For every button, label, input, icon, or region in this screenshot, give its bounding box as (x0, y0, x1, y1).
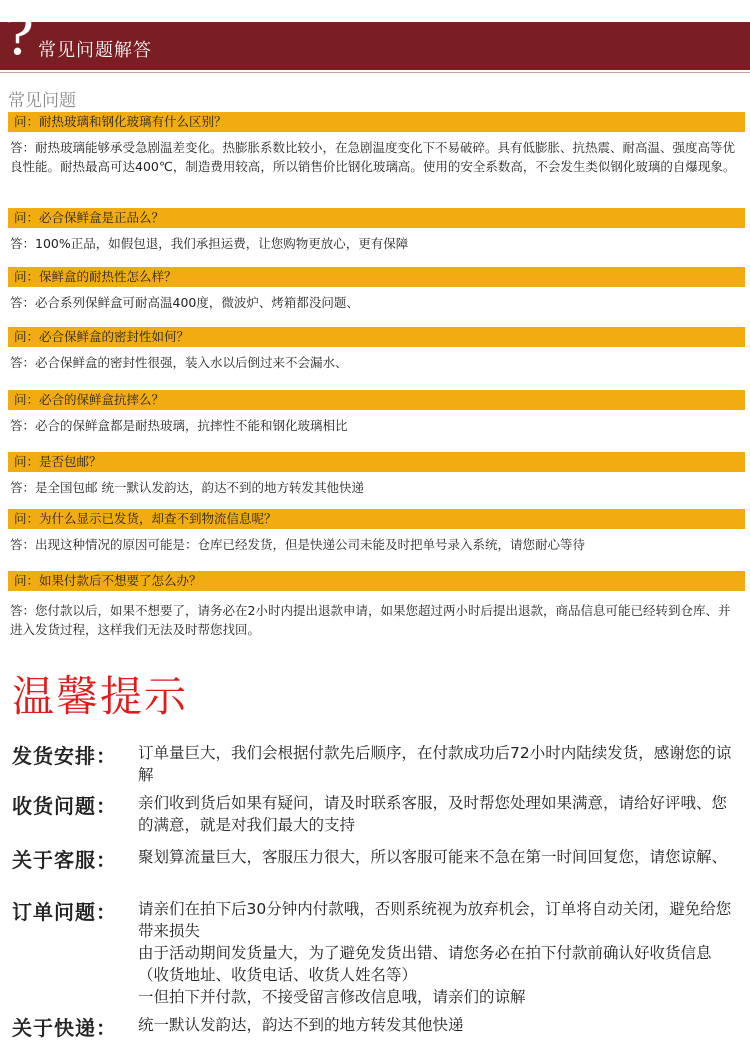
tip-line: 亲们收到货后如果有疑问，请及时联系客服，及时帮您处理如果满意，请给好评哦、您的满意，就是对我们最大的支持 (138, 794, 728, 834)
tip-label: 关于客服： (12, 848, 117, 872)
faq-question: 问：必合保鲜盒是正品么？ (8, 208, 745, 228)
faq-item (0, 452, 750, 497)
tip-label: 收货问题： (12, 794, 117, 818)
faq-question: 问：为什么显示已发货，却查不到物流信息呢？ (8, 509, 745, 529)
faq-answer: 答：是全国包邮 统一默认发韵达，韵达不到的地方转发其他快递 (10, 480, 364, 495)
question-mark-icon: ? (4, 3, 35, 68)
tip-line: 订单量巨大，我们会根据付款先后顺序，在付款成功后72小时内陆续发货，感谢您的谅解 (138, 744, 732, 784)
header-divider (0, 72, 750, 73)
tip-line: 统一默认发韵达，韵达不到的地方转发其他快递 (138, 1016, 464, 1034)
tip-label: 订单问题： (12, 900, 117, 924)
tip-line: 由于活动期间发货量大，为了避免发货出错、请您务必在拍下付款前确认好收货信息（收货地址、收货电话、收货人姓名等） (138, 944, 712, 984)
tip-body (138, 742, 738, 786)
faq-item (0, 267, 750, 312)
faq-header-title: 常见问题解答 (38, 40, 152, 61)
tip-body (138, 792, 738, 836)
tip-line: 请亲们在拍下后30分钟内付款哦，否则系统视为放弃机会，订单将自动关闭，避免给您带来损失 (138, 900, 732, 940)
tips-title: 温馨提示 (12, 672, 189, 721)
tip-label: 发货安排： (12, 744, 117, 768)
faq-subtitle: 常见问题 (8, 91, 76, 111)
faq-item (0, 509, 750, 554)
faq-item (0, 208, 750, 253)
faq-question: 问：必合的保鲜盒抗摔么？ (8, 390, 745, 410)
faq-question: 问：耐热玻璃和钢化玻璃有什么区别？ (8, 112, 745, 132)
faq-question: 问：保鲜盒的耐热性怎么样？ (8, 267, 745, 287)
tip-body (138, 898, 738, 1008)
faq-header (0, 3, 750, 70)
faq-answer: 答：必合系列保鲜盒可耐高温400度，微波炉、烤箱都没问题、 (10, 295, 359, 310)
tip-line: 聚划算流量巨大，客服压力很大，所以客服可能来不急在第一时间回复您，请您谅解、 (138, 848, 728, 866)
faq-question: 问：如果付款后不想要了怎么办？ (8, 571, 745, 591)
tip-line: 一但拍下并付款，不接受留言修改信息哦，请亲们的谅解 (138, 988, 526, 1006)
faq-answer: 答：出现这种情况的原因可能是：仓库已经发货，但是快递公司未能及时把单号录入系统，请您耐心等待 (10, 537, 586, 552)
faq-answer: 答：100%正品，如假包退，我们承担运费，让您购物更放心，更有保障 (10, 236, 409, 251)
tip-body (138, 846, 738, 868)
faq-question: 问：是否包邮？ (8, 452, 745, 472)
faq-answer: 答：您付款以后，如果不想要了，请务必在2小时内提出退款申请，如果您超过两小时后提出退款，商品信息可能已经转到仓库、并进入发货过程，这样我们无法及时帮您找回。 (10, 603, 731, 637)
faq-item (0, 571, 750, 639)
tip-label: 关于快递： (12, 1016, 117, 1040)
faq-answer: 答：必合保鲜盒的密封性很强，装入水以后倒过来不会漏水、 (10, 355, 348, 370)
faq-answer: 答：必合的保鲜盒都是耐热玻璃，抗摔性不能和钢化玻璃相比 (10, 418, 348, 433)
faq-item (0, 327, 750, 372)
faq-item (0, 112, 750, 176)
faq-item (0, 390, 750, 435)
faq-answer: 答：耐热玻璃能够承受急剧温差变化。热膨胀系数比较小，在急剧温度变化下不易破碎。具有低膨胀、抗热震、耐高温、强度高等优良性能。耐热最高可达400℃，制造费用较高，所以销售价比钢化玻璃高。使用的安全系数高，不会发生类似钢化玻璃的自爆现象。 (10, 140, 736, 174)
faq-question: 问：必合保鲜盒的密封性如何？ (8, 327, 745, 347)
tip-body (138, 1014, 738, 1036)
